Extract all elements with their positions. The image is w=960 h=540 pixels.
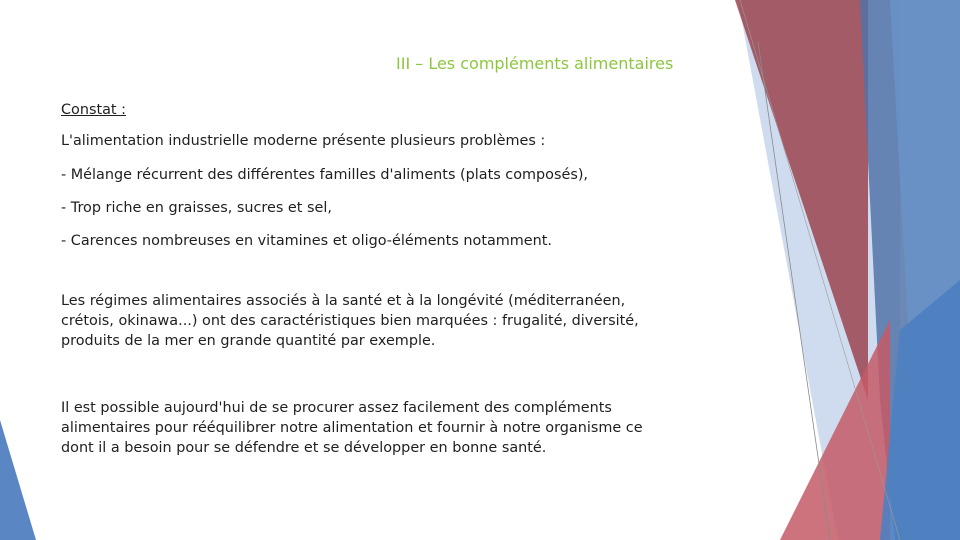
paragraph-supplements xyxy=(61,398,741,458)
bullet-item-3: - Carences nombreuses en vitamines et oligo-éléments notamment. xyxy=(61,233,553,249)
bottom-left-triangle xyxy=(0,420,36,540)
paragraph-diets-line-2: crétois, okinawa...) ont des caractéristiques bien marquées : frugalité, diversité, xyxy=(61,313,639,329)
paragraph-supplements-line-1: Il est possible aujourd'hui de se procurer assez facilement des compléments xyxy=(61,400,612,416)
paragraph-diets-line-3: produits de la mer en grande quantité par exemple. xyxy=(61,333,436,349)
paragraph-diets-line-1: Les régimes alimentaires associés à la santé et à la longévité (méditerranéen, xyxy=(61,293,626,309)
intro-text: L'alimentation industrielle moderne présente plusieurs problèmes : xyxy=(61,133,546,149)
section-heading: Constat : xyxy=(61,102,126,118)
slide-title: III – Les compléments alimentaires xyxy=(396,54,674,73)
paragraph-diets xyxy=(61,291,741,351)
paragraph-supplements-line-3: dont il a besoin pour se défendre et se développer en bonne santé. xyxy=(61,440,547,456)
bullet-item-1: - Mélange récurrent des différentes familles d'aliments (plats composés), xyxy=(61,167,589,183)
paragraph-supplements-line-2: alimentaires pour rééquilibrer notre alimentation et fournir à notre organisme ce xyxy=(61,420,643,436)
bullet-item-2: - Trop riche en graisses, sucres et sel, xyxy=(61,200,332,216)
